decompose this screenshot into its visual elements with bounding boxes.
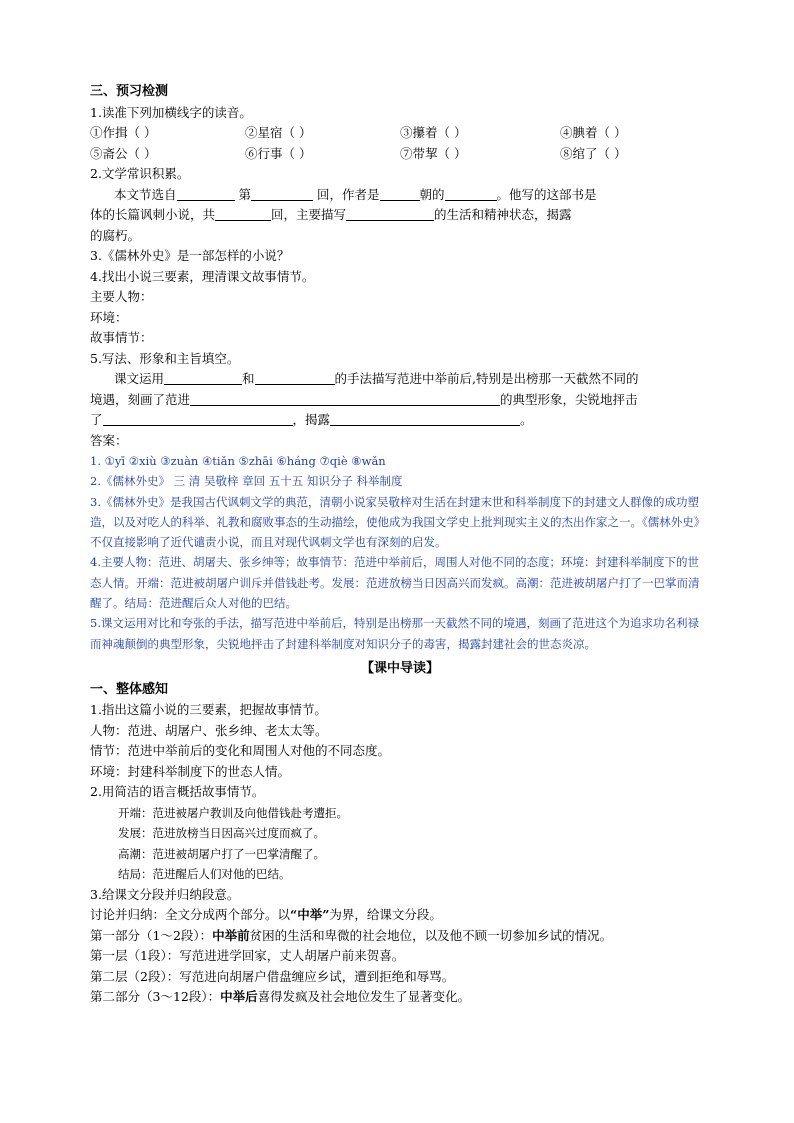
pronunciation-row-2 [90, 144, 710, 165]
question-2-fill-line-3: 的腐朽。 [90, 227, 141, 243]
plot-ending: 结局：范进醒后人们对他的巴结。 [118, 867, 291, 882]
answer-1: 1. ①yī ②xiù ③zuàn ④tiǎn ⑤zhāi ⑥háng ⑦qiè ⑧wǎn [90, 454, 386, 468]
section-heading-preview: 三、预习检测 [90, 84, 169, 99]
pron-item: ②星宿（ ） [245, 125, 312, 140]
pron-item: ③攥着（ ） [400, 125, 467, 140]
pronunciation-row-1 [90, 123, 710, 144]
question-4-environment: 环境： [90, 309, 128, 325]
pron-item: ⑤斋公（ ） [90, 145, 157, 161]
layer-2: 第二层（2段）：写范进向胡屠户借盘缠应乡试，遭到拒绝和辱骂。 [90, 968, 455, 984]
fill-blank[interactable] [380, 186, 420, 201]
guide-question-2: 2.用简洁的语言概括故事情节。 [90, 784, 265, 800]
question-1: 1.读准下列加横线字的读音。 [90, 104, 252, 120]
question-3: 3.《儒林外史》是一部怎样的小说？ [90, 248, 290, 263]
fill-blank[interactable] [255, 370, 335, 385]
document-page [90, 82, 710, 1008]
answer-3: 3.《儒林外史》是我国古代讽刺文学的典范，清朝小说家吴敬梓对生活在封建末世和科举制度下的封建文人群像的成功塑造，以及对吃人的科举、礼教和腐败事态的生动描绘，使他成为我国文学史上批判现实主义的杰出作家之一。《儒林外史》不仅直接影响了近代谴责小说，而且对现代讽刺文学也有深刻的启发。 [90, 494, 706, 550]
pron-item: ④腆着（ ） [560, 125, 627, 140]
question-2: 2.文学常识积累。 [90, 166, 190, 181]
fill-blank[interactable] [330, 411, 520, 426]
guide-people: 人物：范进、胡屠户、张乡绅、老太太等。 [90, 722, 328, 738]
fill-blank[interactable] [177, 186, 235, 201]
fill-blank[interactable] [103, 411, 293, 426]
part-1: 第一部分（1～2段）：中举前贫困的生活和卑微的社会地位，以及他不顾一切参加乡试的情况。 [90, 927, 613, 943]
fill-blank[interactable] [346, 206, 434, 221]
fill-blank[interactable] [215, 206, 271, 221]
question-2-fill-line-1: 本文节选自 第 回，作者是 朝的 。他写的这部书是 [114, 186, 597, 202]
answers-label: 答案： [90, 432, 128, 448]
fill-blank[interactable] [164, 370, 242, 385]
question-5: 5.写法、形象和主旨填空。 [90, 350, 240, 366]
discussion: 讨论并归纳：全文分成两个部分。以“中举”为界，给课文分段。 [90, 907, 442, 923]
in-class-guide-title: 【课中导读】 [360, 660, 439, 676]
guide-question-1: 1.指出这篇小说的三要素，把握故事情节。 [90, 702, 327, 718]
answer-5: 5.课文运用对比和夸张的手法，描写范进中举前后，特别是出榜那一天截然不同的境遇，刻画了范进这个为追求功名利禄而神魂颠倒的典型形象，尖锐地抨击了封建科举制度对知识分子的毒害，揭露封建社会的世态炎凉。 [90, 616, 699, 651]
answer-2: 2.《儒林外史》 三 清 吴敬梓 章回 五十五 知识分子 科举制度 [90, 474, 403, 489]
section-heading-overview: 一、整体感知 [90, 681, 169, 697]
fill-blank[interactable] [445, 186, 497, 201]
guide-question-3: 3.给课文分段并归纳段意。 [90, 886, 240, 902]
question-4-plot: 故事情节： [90, 330, 153, 345]
layer-1: 第一层（1段）：写范进进学回家，丈人胡屠户前来贺喜。 [90, 948, 405, 964]
plot-start: 开端：范进被屠户教训及向他借钱赴考遭拒。 [118, 805, 348, 820]
plot-development: 发展：范进放榜当日因高兴过度而疯了。 [118, 826, 325, 841]
question-5-fill-line-1: 课文运用 和 的手法描写范进中举前后,特别是出榜那一天截然不同的 [114, 371, 639, 386]
question-4: 4.找出小说三要素，理清课文故事情节。 [90, 268, 315, 284]
guide-environment: 环境：封建科举制度下的世态人情。 [90, 763, 291, 779]
pron-item: ⑦带挈（ ） [400, 145, 467, 161]
answer-4: 4.主要人物：范进、胡屠夫、张乡绅等；故事情节：范进中举前后，周围人对他不同的态度；环境：封建科举制度下的世态人情。开端：范进被胡屠户训斥并借钱赴考。发展：范进放榜当日因高兴而发疯。高潮：范进被胡屠户打了一巴掌而清醒了。结局：范进醒后众人对他的巴结。 [90, 555, 700, 611]
pron-item: ⑥行事（ ） [245, 145, 312, 161]
part-2: 第二部分（3～12段）：中举后喜得发疯及社会地位发生了显著变化。 [90, 989, 471, 1005]
question-2-fill-line-2: 体的长篇讽刺小说，共 回，主要描写 的生活和精神状态，揭露 [90, 207, 572, 222]
fill-blank[interactable] [190, 391, 500, 406]
plot-climax: 高潮：范进被胡屠户打了一巴掌清醒了。 [118, 846, 325, 861]
pron-item: ⑧绾了（ ） [560, 145, 627, 161]
question-5-fill-line-3: 了 ，揭露 。 [90, 412, 533, 427]
question-5-fill-line-2: 境遇，刻画了范进 的典型形象，尖锐地抨击 [90, 391, 638, 407]
question-4-characters: 主要人物： [90, 289, 153, 304]
guide-plot: 情节：范进中举前后的变化和周围人对他的不同态度。 [90, 743, 391, 759]
pron-item: ①作揖（ ） [90, 125, 157, 140]
fill-blank[interactable] [251, 186, 313, 201]
